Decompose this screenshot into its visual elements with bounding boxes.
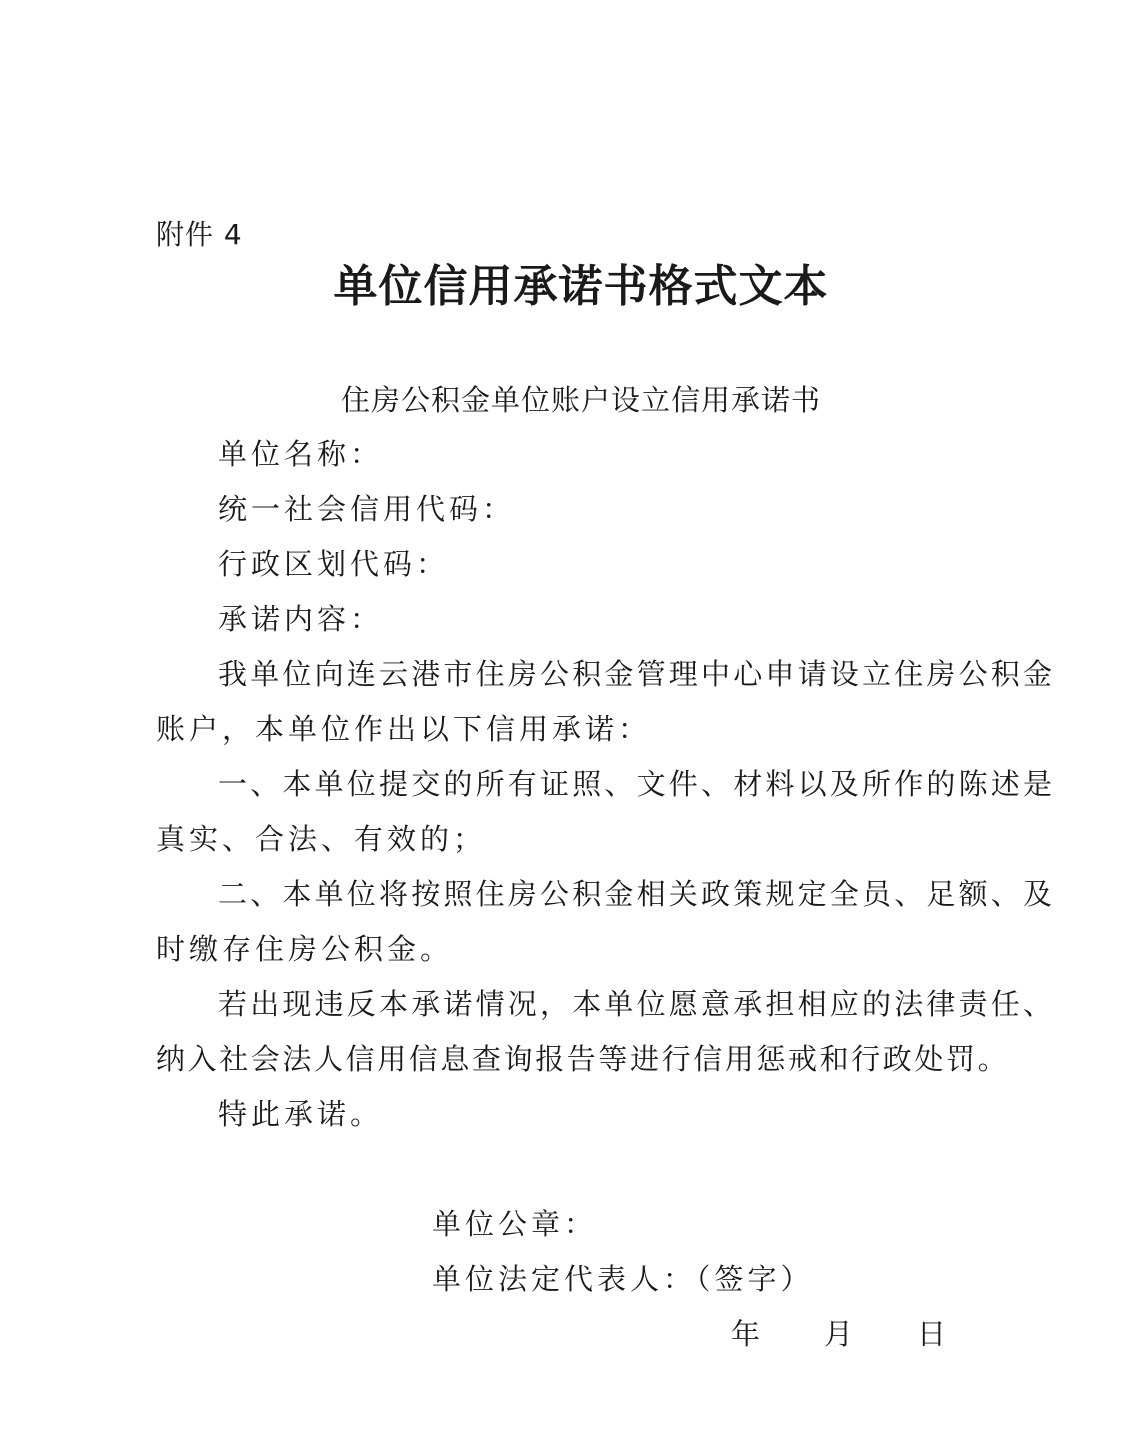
- signature-representative: 单位法定代表人：（签字）: [432, 1262, 814, 1296]
- body-violation-line1: 若出现违反本承诺情况，本单位愿意承担相应的法律责任、: [218, 987, 1056, 1021]
- date-month: 月: [824, 1317, 854, 1351]
- body-violation-line2: 纳入社会法人信用信息查询报告等进行信用惩戒和行政处罚。: [156, 1042, 1010, 1076]
- date-day: 日: [917, 1317, 947, 1351]
- sub-title: 住房公积金单位账户设立信用承诺书: [340, 383, 821, 417]
- field-credit-code: 统一社会信用代码：: [218, 492, 516, 526]
- attachment-label: 附件 4: [156, 218, 243, 251]
- body-closing: 特此承诺。: [218, 1097, 384, 1131]
- body-item1-line1: 一、本单位提交的所有证照、文件、材料以及所作的陈述是: [218, 767, 1056, 801]
- body-item1-line2: 真实、合法、有效的；: [156, 822, 487, 856]
- body-item2-line2: 时缴存住房公积金。: [156, 932, 454, 966]
- field-region-code: 行政区划代码：: [218, 547, 450, 581]
- body-intro-line2: 账户，本单位作出以下信用承诺：: [156, 712, 652, 746]
- body-item2-line1: 二、本单位将按照住房公积金相关政策规定全员、足额、及: [218, 877, 1056, 911]
- field-unit-name: 单位名称：: [218, 437, 384, 471]
- body-intro-line1: 我单位向连云港市住房公积金管理中心申请设立住房公积金: [218, 657, 1056, 691]
- date-year: 年: [731, 1317, 761, 1351]
- field-commitment-content: 承诺内容：: [218, 602, 384, 636]
- signature-seal: 单位公章：: [432, 1207, 598, 1241]
- main-title: 单位信用承诺书格式文本: [333, 261, 829, 312]
